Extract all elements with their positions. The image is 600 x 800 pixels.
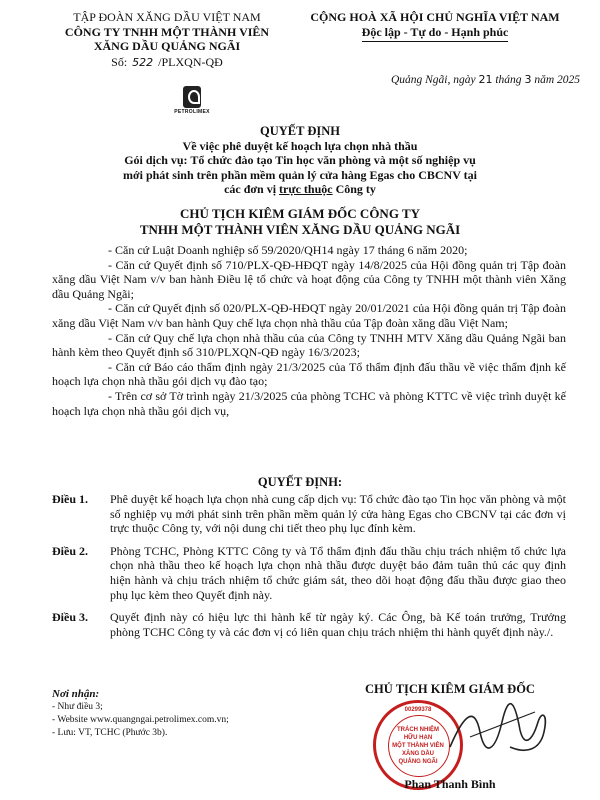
basis-item: - Căn cứ Quyết định số 020/PLX-QĐ-HĐQT ngày 20/01/2021 của Hội đồng quản trị Tập đoàn xăng dầu Việt Nam v/v ban hành Quy chế lựa chọn nhà thầu của Tập đoàn xăng dầu Việt Nam; (52, 301, 566, 330)
title-line-4-a: các đơn vị (224, 182, 277, 196)
nation-line-1: CỘNG HOÀ XÃ HỘI CHỦ NGHĨA VIỆT NAM (310, 10, 560, 24)
signer-role: CHỦ TỊCH KIÊM GIÁM ĐỐC (365, 682, 535, 696)
article-label: Điều 1. (52, 492, 88, 506)
articles (52, 492, 566, 647)
seal-line: TRÁCH NHIỆM (397, 727, 439, 733)
title-line-3: mới phát sinh trên phần mềm quản lý cửa hàng Egas cho CBCNV tại (122, 167, 478, 182)
recipient-item: - Website www.quangngai.petrolimex.com.vn; (52, 715, 229, 725)
article (52, 544, 566, 602)
org-line-1: TẬP ĐOÀN XĂNG DẦU VIỆT NAM (73, 10, 261, 24)
number-value: 522 (132, 55, 154, 69)
basis-item: - Trên cơ sở Tờ trình ngày 21/3/2025 của phòng TCHC và phòng KTTC về việc trình duyệt kế hoạch lựa chọn nhà thầu gói dịch vụ, (52, 388, 566, 418)
article-text: Quyết định này có hiệu lực thi hành kể từ ngày ký. Các Ông, bà Kế toán trưởng, Trưởng phòng TCHC Công ty và các đơn vị có liên quan chịu trách nhiệm thi hành quyết định này./. (110, 610, 566, 639)
article-text: Phòng TCHC, Phòng KTTC Công ty và Tổ thẩm định đấu thầu chịu trách nhiệm tổ chức lựa chọn nhà thầu theo kế hoạch lựa chọn nhà thầu được duyệt bảo đảm tuân thủ các quy định hiện hành và chịu trách nhiệm tổ chức giám sát, theo dõi hoạt động đấu thầu được giao theo phụ lục kèm theo Quyết định này. (110, 543, 566, 602)
national-header (300, 10, 570, 42)
title-line-2: Gói dịch vụ: Tổ chức đào tạo Tin học văn phòng và một số nghiệp vụ (124, 153, 476, 167)
article (52, 492, 566, 536)
recipients-heading: Nơi nhận: (52, 688, 100, 700)
seal-line: XĂNG DẦU (401, 751, 434, 757)
recipient-item: - Lưu: VT, TCHC (Phước 3b). (52, 728, 168, 738)
authority-line-2: TNHH MỘT THÀNH VIÊN XĂNG DẦU QUẢNG NGÃI (139, 222, 461, 237)
document-number (42, 55, 292, 71)
legal-bases (52, 243, 566, 418)
seal-line: QUẢNG NGÃI (398, 759, 438, 765)
petrolimex-logo (170, 86, 214, 115)
nation-motto: Độc lập - Tự do - Hạnh phúc (362, 25, 509, 42)
recipients (52, 688, 302, 740)
org-line-3: XĂNG DẦU QUẢNG NGÃI (93, 39, 241, 53)
basis-item: - Căn cứ Quyết định số 710/PLX-QĐ-HĐQT ngày 14/8/2025 của Hội đồng quản trị Tập đoàn xăng dầu Việt Nam v/v ban hành Điều lệ tổ chức và hoạt động của Công ty TNHH một thành viên Xăng dầu Quảng Ngãi; (52, 257, 566, 301)
seal-number: 00299378 (404, 707, 432, 713)
article-label: Điều 2. (52, 543, 88, 558)
handwritten-signature-icon (440, 692, 560, 762)
title-heading: QUYẾT ĐỊNH (260, 124, 340, 138)
date-line (300, 73, 580, 86)
signer-name: Phan Thanh Bình (404, 777, 496, 791)
seal-line: HỮU HẠN (403, 735, 433, 741)
article-label: Điều 3. (52, 610, 88, 625)
authority-line-1: CHỦ TỊCH KIÊM GIÁM ĐỐC CÔNG TY (179, 206, 421, 221)
issuing-authority (60, 206, 540, 238)
seal-line: MỘT THÀNH VIÊN (392, 743, 444, 749)
issuing-organization (42, 10, 292, 70)
number-prefix: Số: (111, 54, 128, 69)
logo-text: PETROLIMEX (174, 109, 210, 115)
date-day: 21 (478, 73, 493, 86)
basis-item: - Căn cứ Báo cáo thẩm định ngày 21/3/2025 của Tổ thẩm định đấu thầu về việc thẩm định kế hoạch lựa chọn nhà thầu gói dịch vụ đào tạo; (52, 359, 566, 389)
decides-heading: QUYẾT ĐỊNH: (257, 475, 343, 489)
basis-item: - Căn cứ Luật Doanh nghiệp số 59/2020/QH14 ngày 17 tháng 6 năm 2020; (108, 243, 468, 257)
title-line-4 (60, 182, 540, 197)
signature-block (325, 682, 575, 791)
logo-mark-icon (183, 86, 201, 108)
document-title (60, 124, 540, 197)
basis-item: - Căn cứ Quy chế lựa chọn nhà thầu của của Công ty TNHH MTV Xăng dầu Quảng Ngãi ban hành kèm theo Quyết định số 310/PLXQN-QĐ ngày 16/3/2023; (52, 330, 566, 360)
title-line-1: Về việc phê duyệt kế hoạch lựa chọn nhà thầu (182, 138, 418, 153)
date-year: năm 2025 (534, 74, 580, 86)
date-month-label: tháng (495, 74, 522, 86)
title-line-4-c: Công ty (335, 182, 376, 196)
article-text: Phê duyệt kế hoạch lựa chọn nhà cung cấp dịch vụ: Tổ chức đào tạo Tin học văn phòng và một số nghiệp vụ mới phát sinh trên phần mềm quản lý cửa hàng Egas cho CBCNV tại các đơn vị trực thuộc Công ty, với nội dung chi tiết theo phụ lục đính kèm. (110, 492, 566, 536)
article (52, 610, 566, 639)
date-place: Quảng Ngãi, ngày (390, 74, 476, 86)
org-line-2: CÔNG TY TNHH MỘT THÀNH VIÊN (64, 24, 270, 39)
date-month: 3 (524, 73, 532, 86)
title-line-4-b: trực thuộc (279, 182, 333, 196)
number-suffix: /PLXQN-QĐ (158, 54, 223, 69)
recipient-item: - Như điều 3; (52, 702, 103, 712)
